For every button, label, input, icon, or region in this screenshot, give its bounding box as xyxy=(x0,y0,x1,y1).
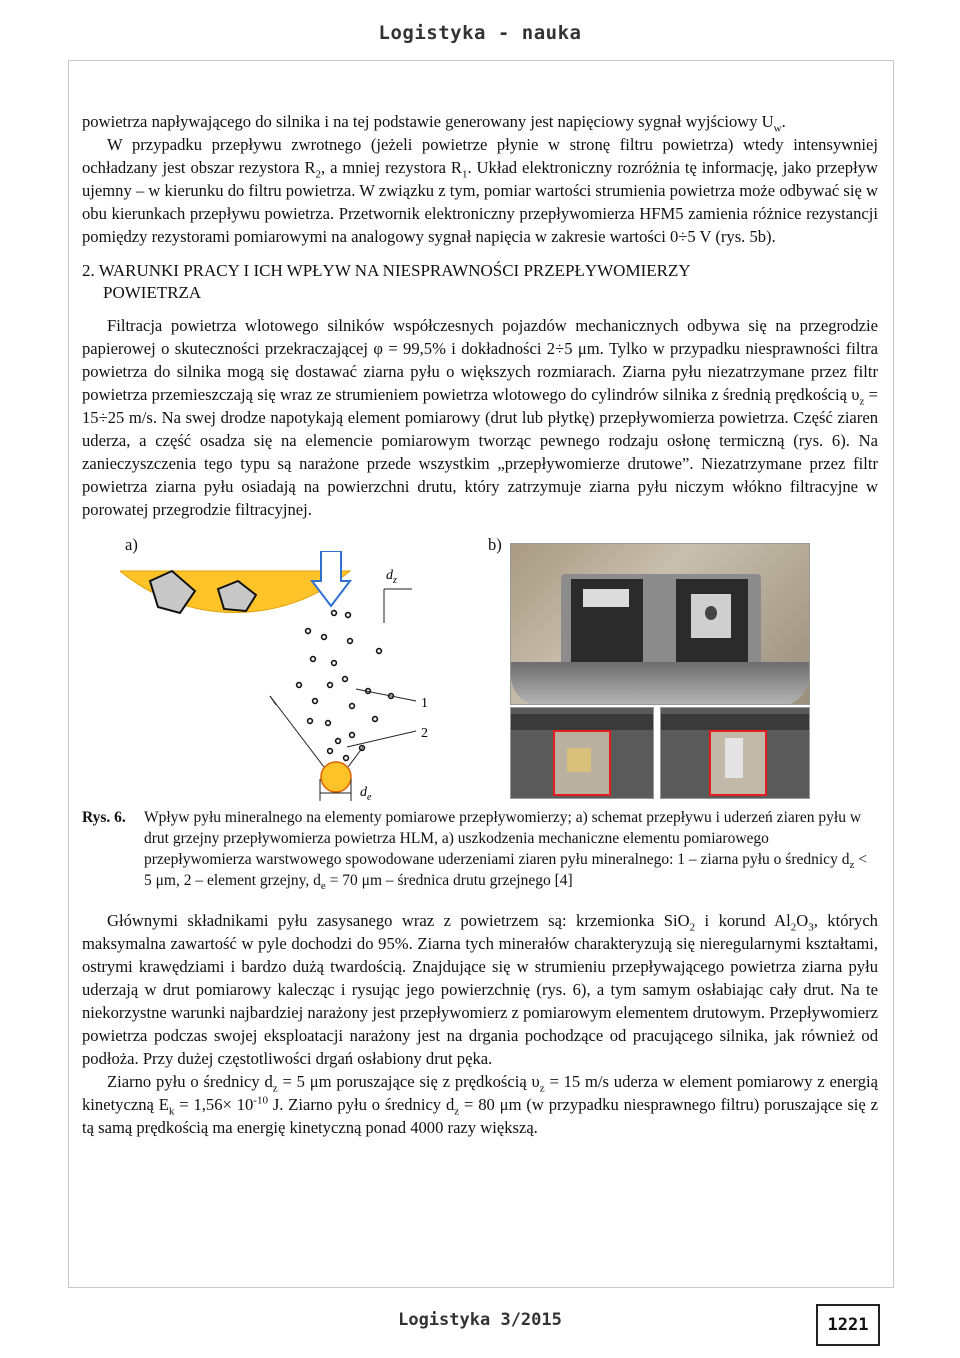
dust-particles xyxy=(297,611,394,761)
sub: k xyxy=(168,1105,175,1118)
paragraph-2 xyxy=(82,133,878,248)
flow-schematic-diagram xyxy=(120,551,460,801)
text: J. Ziarno pyłu o średnicy d xyxy=(267,1095,455,1114)
figure-label-a: a) xyxy=(125,535,138,554)
text: = 70 μm – średnica drutu grzejnego [4] xyxy=(325,872,573,889)
text: = 1,56× 10 xyxy=(174,1095,254,1114)
text: Filtracja powietrza wlotowego silników współczesnych pojazdów mechanicznych odbywa się na przegrodzie papierowej o skuteczności przekraczającej φ = 99,5% i dokładności 2÷5 μm. Tylko w przypadku niesprawności filtra powietrza do silnika mogą się dostawać ziarna pyłu o większych rozmiarach. Ziarna pyłu niezatrzymane przez filtr powietrza przemieszczają się wraz ze strumieniem powietrza wlotowego do cylindrów silnika z średnią prędkością υ xyxy=(82,316,878,404)
text: = 15 m/s uderza w element pomiarowy z energią kinetyczną E xyxy=(82,1072,878,1114)
sub: z xyxy=(539,1082,545,1095)
sub: 2 xyxy=(315,168,322,181)
sensor-photo-bottom-right xyxy=(660,707,810,799)
text: , których maksymalna zawartość w pyle dochodzi do 95%. Ziarna tych minerałów charakteryzują się nieregularnymi kształtami, ostrymi krawędziami i bardzo dużą twardością. Znajdujące się w strumieniu przepływającego powietrza ziarna pyłu uderzają w drut pomiarowy kalecząc i rysując jego powierzchnię (rys. 6), a tym samym osłabiając cały drut. Na te niekorzystne warunki najbardziej narażony jest przepływomierz z pomiarowym elementem drutowym. Przepływomierz powietrza podczas swojej eksploatacji narażony jest na drgania pochodzące od pracującego silnika, jak również od podłoża. Przy dużej częstotliwości drgań osłabiony drut pęka. xyxy=(82,911,878,1068)
text: = 5 μm poruszające się z prędkością υ xyxy=(277,1072,540,1091)
text: . xyxy=(781,112,786,131)
sub: z xyxy=(849,859,855,872)
figure-6 xyxy=(82,533,878,805)
text: W przypadku przepływu zwrotnego (jeżeli powietrze płynie w stronę filtru powietrza) wtedy intensywniej ochładzany jest obszar rezystora R xyxy=(82,135,878,177)
sub: z xyxy=(859,395,865,408)
text: i korund Al xyxy=(695,911,791,930)
section-title-line2: POWIETRZA xyxy=(103,283,202,302)
sub: 1 xyxy=(461,168,468,181)
text: O xyxy=(796,911,809,930)
text: = 15÷25 m/s. Na swej drodze napotykają element pomiarowy (drut lub płytkę) przepływomierza powietrza. Część ziaren uderza, a część osadza się na elemencie pomiarowym tworząc pewnego rodzaju osłonę termiczną (rys. 6). Na zanieczyszczenia tego typu są narażone przede wszystkim „przepływomierze drutowe”. Niezatrzymane przez filtr powietrza ziarna pyłu osiadają na powierzchni drutu, który zatrzymuje ziarna pyłu niczym włókno filtracyjne w porowatej przegrodzie filtracyjnej. xyxy=(82,385,878,519)
section-number: 2. xyxy=(82,261,95,280)
article-body xyxy=(82,110,878,1139)
sensor-photo-bottom-left xyxy=(510,707,654,799)
sub: e xyxy=(320,880,326,893)
text: < 5 μm, 2 – element grzejny, d xyxy=(144,851,867,889)
heating-wire xyxy=(321,762,351,792)
sub: 2 xyxy=(689,921,696,934)
text: Ziarno pyłu o średnicy d xyxy=(107,1072,273,1091)
journal-header: Logistyka - nauka xyxy=(378,22,582,44)
sub: z xyxy=(272,1082,278,1095)
section-heading xyxy=(82,260,878,304)
sub: z xyxy=(454,1105,460,1118)
paragraph-5 xyxy=(82,1070,878,1139)
text: . Układ elektroniczny rozróżnia tę informację, jako przepływ ujemny – w kierunku do filtru powietrza. W związku z tym, pomiar wartości strumienia powietrza może odbywać się w obu kierunkach przepływu powietrza. Przetwornik elektroniczny przepływomierza HFM5 zamienia różnice rezystancji pomiędzy rezystorami pomiarowymi na analogowy sygnał napięcia w zakresie wartości 0÷5 V (rys. 5b). xyxy=(82,158,878,246)
marker-1: 1 xyxy=(421,696,428,711)
marker-2: 2 xyxy=(421,726,428,741)
sup: -10 xyxy=(253,1094,268,1107)
text: powietrza napływającego do silnika i na tej podstawie generowany jest napięciowy sygnał wyjściowy U xyxy=(82,112,774,131)
sub: 2 xyxy=(790,921,797,934)
figure-label-b: b) xyxy=(488,535,502,554)
text: Wpływ pyłu mineralnego na elementy pomiarowe przepływomierzy; a) schemat przepływu i uderzeń ziaren pyłu w drut grzejny przepływomierza powietrza HLM, a) uszkodzenia mechaniczne elementu pomiarowego przepływomierza warstwowego spowodowane uderzeniami ziaren pyłu mineralnego: 1 – ziarna pyłu o średnicy d xyxy=(144,809,862,868)
paragraph-3 xyxy=(82,314,878,521)
section-title-line1: WARUNKI PRACY I ICH WPŁYW NA NIESPRAWNOŚCI PRZEPŁYWOMIERZY xyxy=(98,261,691,280)
sensor-photo-top xyxy=(510,543,810,705)
dz-label: $d_z$ xyxy=(386,568,397,586)
text: Głównymi składnikami pyłu zasysanego wraz z powietrzem są: krzemionka SiO xyxy=(107,911,690,930)
paragraph-1 xyxy=(82,110,878,133)
figure-caption xyxy=(82,807,878,891)
de-label: $d_e$ xyxy=(360,785,372,801)
caption-label: Rys. 6. xyxy=(82,809,126,826)
page-number: 1221 xyxy=(816,1304,880,1346)
text: = 80 μm (w przypadku niesprawnego filtru) poruszające się z tą samą prędkością ma energię kinetyczną ponad 4000 razy większą. xyxy=(82,1095,878,1137)
paragraph-4 xyxy=(82,909,878,1070)
sub: 3 xyxy=(808,921,814,934)
text: , a mniej rezystora R xyxy=(321,158,462,177)
sub: w xyxy=(773,122,782,135)
journal-footer: Logistyka 3/2015 xyxy=(398,1310,562,1330)
